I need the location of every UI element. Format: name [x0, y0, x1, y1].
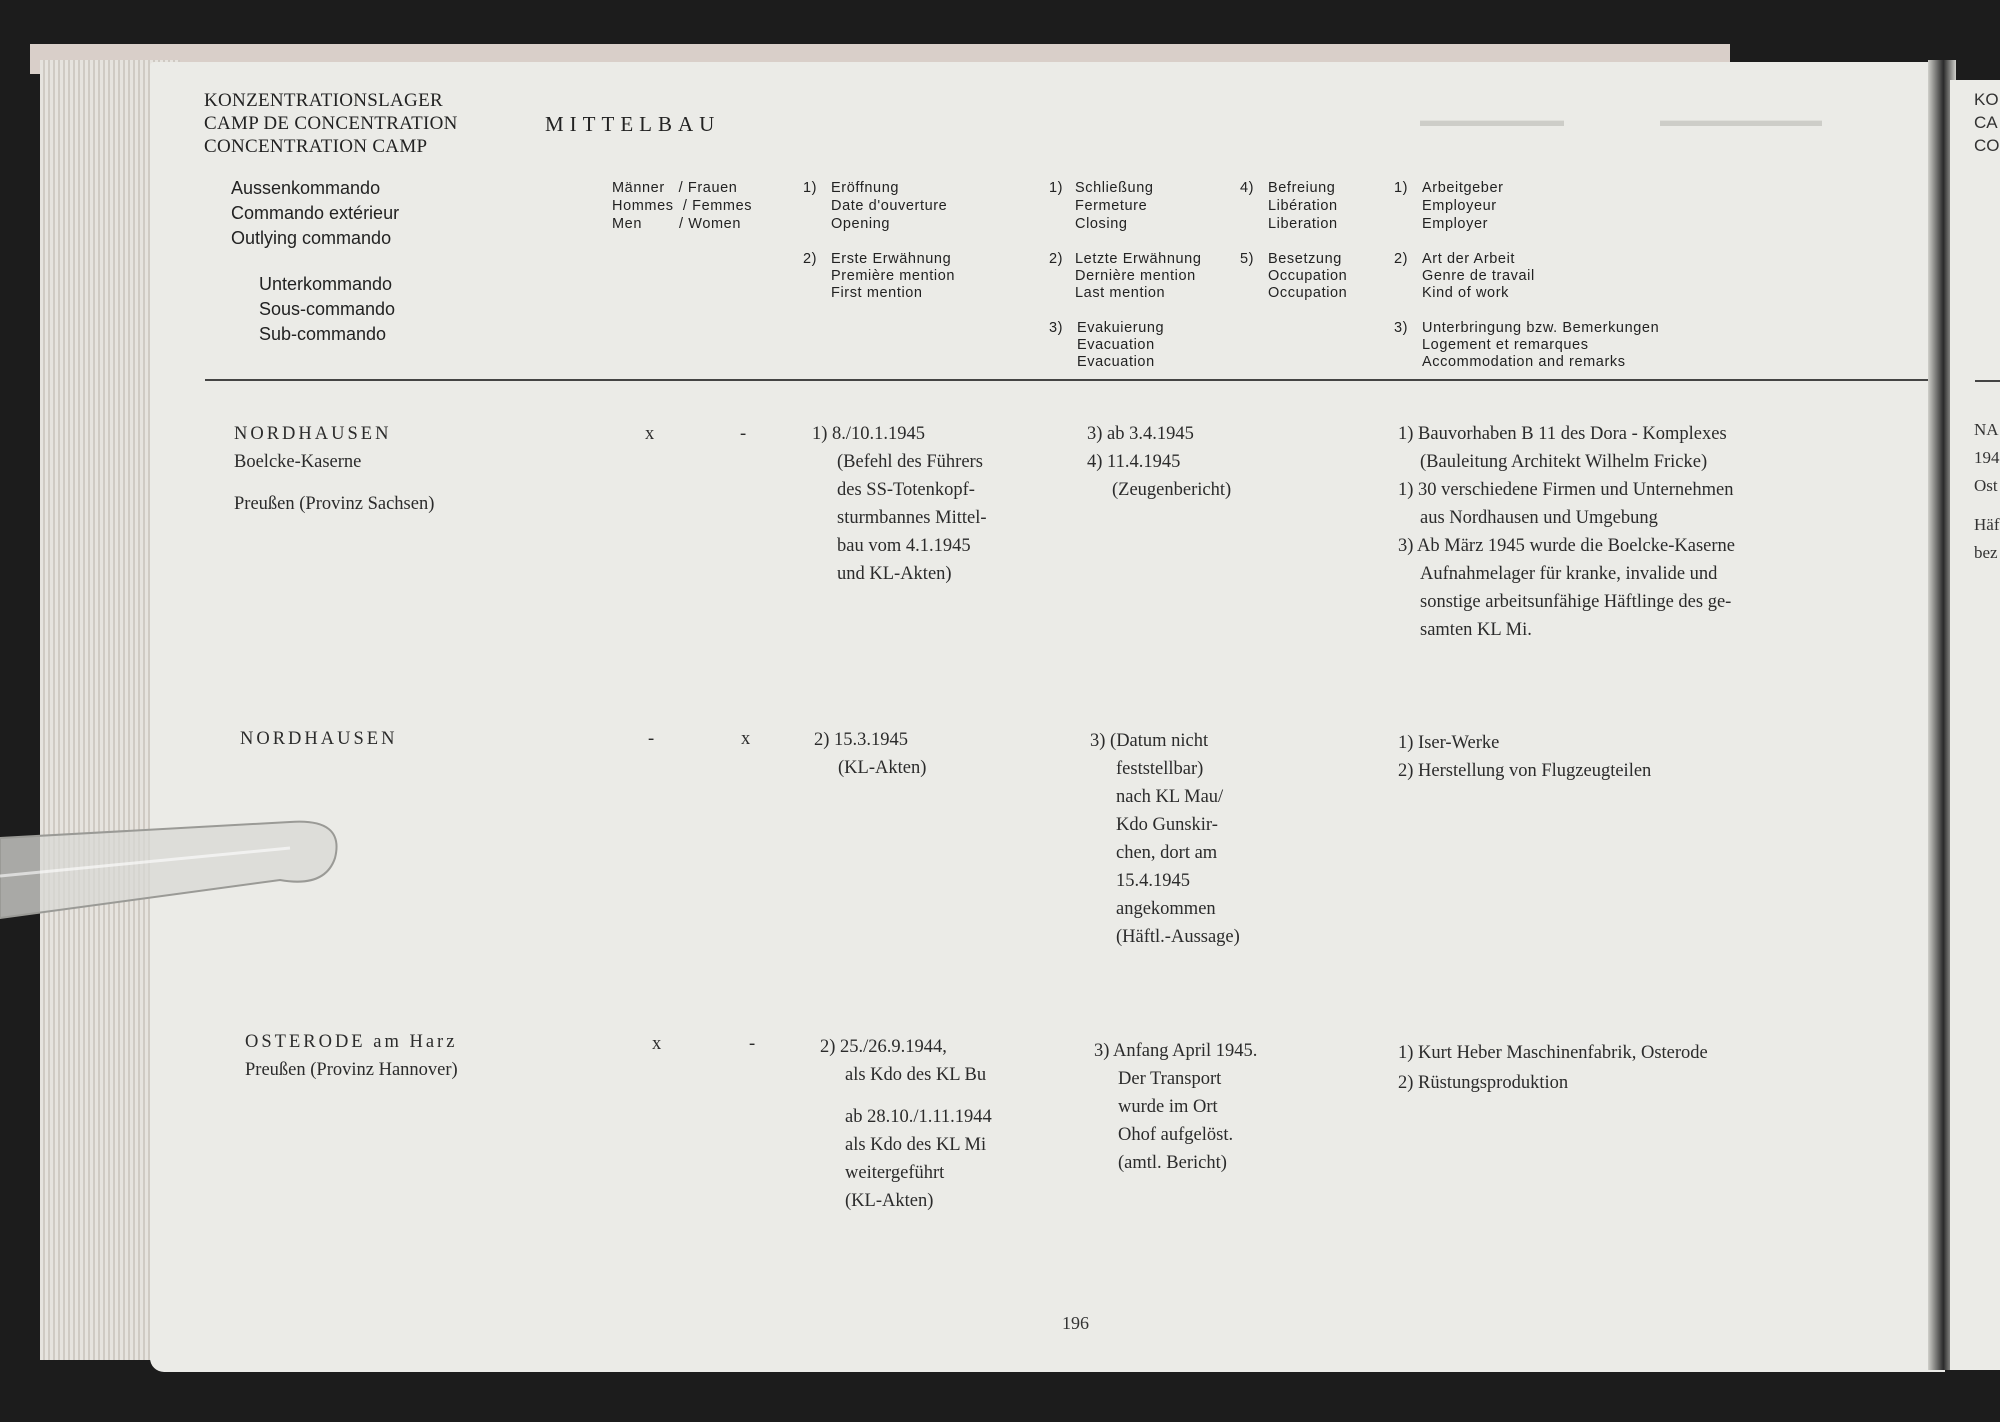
entry-1-opening-line: 1) 8./10.1.1945 — [812, 424, 926, 444]
col-opening-2a: Erste Erwähnung — [831, 251, 952, 267]
entry-2-closing-line: 15.4.1945 — [1116, 871, 1190, 891]
entry-1-remark-line: 1) Bauvorhaben B 11 des Dora - Komplexes — [1398, 424, 1727, 444]
col-closing-2c: Last mention — [1075, 285, 1166, 301]
col-employer-3b: Logement et remarques — [1422, 337, 1589, 353]
col-closing-2b: Dernière mention — [1075, 268, 1196, 284]
entry-3-opening-line: als Kdo des KL Bu — [845, 1065, 987, 1085]
entry-3-name: OSTERODE am Harz — [245, 1032, 458, 1052]
entry-1-men: x — [645, 424, 655, 444]
col-liberation-5c: Occupation — [1268, 285, 1348, 301]
col-employer-n1: 1) — [1394, 180, 1409, 196]
entry-2-closing-line: chen, dort am — [1116, 843, 1218, 863]
sub-label-de: Unterkommando — [259, 274, 393, 294]
col-liberation-4b: Libération — [1268, 198, 1338, 214]
entry-1-opening-line: bau vom 4.1.1945 — [837, 536, 971, 556]
col-employer-n2: 2) — [1394, 251, 1409, 267]
entry-3-opening-line: ab 28.10./1.11.1944 — [845, 1107, 992, 1127]
entry-1-closing-line: 3) ab 3.4.1945 — [1087, 424, 1194, 444]
camp-label-de: KONZENTRATIONSLAGER — [204, 90, 443, 111]
page-number: 196 — [1062, 1313, 1089, 1333]
col-liberation-4a: Befreiung — [1268, 180, 1336, 196]
col-employer-3a: Unterbringung bzw. Bemerkungen — [1422, 320, 1660, 336]
outlying-label-fr: Commando extérieur — [231, 203, 400, 223]
sub-label-fr: Sous-commando — [259, 299, 396, 319]
entry-1-remark-line: (Bauleitung Architekt Wilhelm Fricke) — [1420, 452, 1708, 472]
col-closing-n2: 2) — [1049, 251, 1064, 267]
entry-3-closing-line: Ohof aufgelöst. — [1118, 1125, 1234, 1145]
entry-1-region: Preußen (Provinz Sachsen) — [234, 494, 435, 514]
entry-2-closing-line: angekommen — [1116, 899, 1216, 919]
camp-name: MITTELBAU — [545, 112, 721, 136]
entry-3-women: - — [749, 1034, 756, 1054]
entry-2-women: x — [741, 729, 751, 749]
col-closing-n3: 3) — [1049, 320, 1064, 336]
col-closing-1c: Closing — [1075, 216, 1128, 232]
entry-1-opening-line: sturmbannes Mittel- — [837, 508, 987, 528]
entry-2-name: NORDHAUSEN — [240, 729, 398, 749]
header-divider — [205, 379, 1937, 381]
col-liberation-n4: 4) — [1240, 180, 1255, 196]
col-employer-1c: Employer — [1422, 216, 1489, 232]
col-closing-3a: Evakuierung — [1077, 320, 1165, 336]
col-opening-n1: 1) — [803, 180, 818, 196]
entry-2-closing-line: feststellbar) — [1116, 759, 1204, 779]
col-sex-fr: Hommes / Femmes — [612, 198, 753, 214]
entry-3-opening-line: weitergeführt — [845, 1163, 945, 1183]
col-liberation-n5: 5) — [1240, 251, 1255, 267]
entry-1-name: NORDHAUSEN — [234, 424, 392, 444]
next-page-fragment: KO — [1974, 90, 1999, 109]
col-sex-en: Men / Women — [612, 216, 741, 232]
col-opening-n2: 2) — [803, 251, 818, 267]
next-page-fragment: bez — [1974, 543, 1998, 562]
col-opening-1a: Eröffnung — [831, 180, 900, 196]
next-page-fragment: CA — [1974, 113, 1998, 132]
next-page-fragment: 194 — [1974, 448, 2000, 467]
col-closing-3c: Evacuation — [1077, 354, 1155, 370]
col-opening-2b: Première mention — [831, 268, 956, 284]
col-employer-1a: Arbeitgeber — [1422, 180, 1504, 196]
entry-1-opening-line: und KL-Akten) — [837, 564, 952, 584]
col-employer-2b: Genre de travail — [1422, 268, 1535, 284]
pen-holder-tool — [0, 818, 340, 938]
col-closing-n1: 1) — [1049, 180, 1064, 196]
entry-1-opening-line: (Befehl des Führers — [837, 452, 983, 472]
outlying-label-en: Outlying commando — [231, 228, 392, 248]
entry-2-opening-line: 2) 15.3.1945 — [814, 730, 909, 750]
col-liberation-5a: Besetzung — [1268, 251, 1342, 267]
col-employer-2c: Kind of work — [1422, 285, 1509, 301]
bleed-through-decoration: ▬▬▬▬▬▬▬▬▬ — [1660, 110, 1822, 130]
next-page-fragment: Häf — [1974, 515, 2000, 534]
col-employer-n3: 3) — [1394, 320, 1409, 336]
col-sex-de: Männer / Frauen — [612, 180, 738, 196]
entry-3-opening-line: als Kdo des KL Mi — [845, 1135, 987, 1155]
camp-label-fr: CAMP DE CONCENTRATION — [204, 113, 458, 134]
next-page-divider — [1975, 380, 2000, 382]
entry-3-remark-line: 2) Rüstungsproduktion — [1398, 1073, 1569, 1093]
outlying-label-de: Aussenkommando — [231, 178, 381, 198]
entry-3-opening-line: 2) 25./26.9.1944, — [820, 1037, 947, 1057]
col-employer-1b: Employeur — [1422, 198, 1497, 214]
entry-2-closing-line: 3) (Datum nicht — [1090, 731, 1209, 751]
next-page-fragment: Ost — [1974, 476, 1998, 495]
entry-2-closing-line: nach KL Mau/ — [1116, 787, 1224, 807]
entry-2-men: - — [648, 729, 655, 749]
entry-2-closing-line: Kdo Gunskir- — [1116, 815, 1218, 835]
entry-1-remark-line: aus Nordhausen und Umgebung — [1420, 508, 1658, 528]
entry-2-closing-line: (Häftl.-Aussage) — [1116, 927, 1240, 947]
entry-1-closing-line: 4) 11.4.1945 — [1087, 452, 1181, 472]
col-opening-1c: Opening — [831, 216, 891, 232]
entry-3-region: Preußen (Provinz Hannover) — [245, 1060, 458, 1080]
entry-1-closing-line: (Zeugenbericht) — [1112, 480, 1232, 500]
bleed-through-decoration: ▬▬▬▬▬▬▬▬ — [1420, 110, 1564, 130]
entry-3-closing-line: 3) Anfang April 1945. — [1094, 1041, 1258, 1061]
entry-3-closing-line: wurde im Ort — [1118, 1097, 1218, 1117]
col-closing-3b: Evacuation — [1077, 337, 1155, 353]
entry-3-opening-line: (KL-Akten) — [845, 1191, 934, 1211]
entry-1-remark-line: sonstige arbeitsunfähige Häftlinge des ge- — [1420, 592, 1732, 612]
next-page — [1950, 80, 2000, 1370]
entry-3-closing-line: Der Transport — [1118, 1069, 1222, 1089]
next-page-fragment: NA — [1974, 420, 1999, 439]
book-page — [150, 62, 1945, 1372]
entry-1-remark-line: Aufnahmelager für kranke, invalide und — [1420, 564, 1718, 584]
entry-1-women: - — [740, 424, 747, 444]
entry-1-remark-line: 3) Ab März 1945 wurde die Boelcke-Kaserne — [1398, 536, 1735, 556]
col-liberation-5b: Occupation — [1268, 268, 1348, 284]
col-opening-1b: Date d'ouverture — [831, 198, 948, 214]
col-closing-1a: Schließung — [1075, 180, 1154, 196]
entry-1-place: Boelcke-Kaserne — [234, 452, 362, 472]
entry-3-remark-line: 1) Kurt Heber Maschinenfabrik, Osterode — [1398, 1043, 1708, 1063]
sub-label-en: Sub-commando — [259, 324, 387, 344]
entry-3-men: x — [652, 1034, 662, 1054]
entry-2-opening-line: (KL-Akten) — [838, 758, 927, 778]
col-liberation-4c: Liberation — [1268, 216, 1338, 232]
entry-1-opening-line: des SS-Totenkopf- — [837, 480, 975, 500]
next-page-fragment: CO — [1974, 136, 2000, 155]
col-closing-2a: Letzte Erwähnung — [1075, 251, 1202, 267]
col-closing-1b: Fermeture — [1075, 198, 1148, 214]
entry-1-remark-line: 1) 30 verschiedene Firmen und Unternehmen — [1398, 480, 1734, 500]
col-employer-2a: Art der Arbeit — [1422, 251, 1516, 267]
entry-2-remark-line: 2) Herstellung von Flugzeugteilen — [1398, 761, 1652, 781]
entry-2-remark-line: 1) Iser-Werke — [1398, 733, 1500, 753]
entry-3-closing-line: (amtl. Bericht) — [1118, 1153, 1227, 1173]
camp-label-en: CONCENTRATION CAMP — [204, 136, 428, 157]
col-employer-3c: Accommodation and remarks — [1422, 354, 1626, 370]
col-opening-2c: First mention — [831, 285, 923, 301]
entry-1-remark-line: samten KL Mi. — [1420, 620, 1532, 640]
